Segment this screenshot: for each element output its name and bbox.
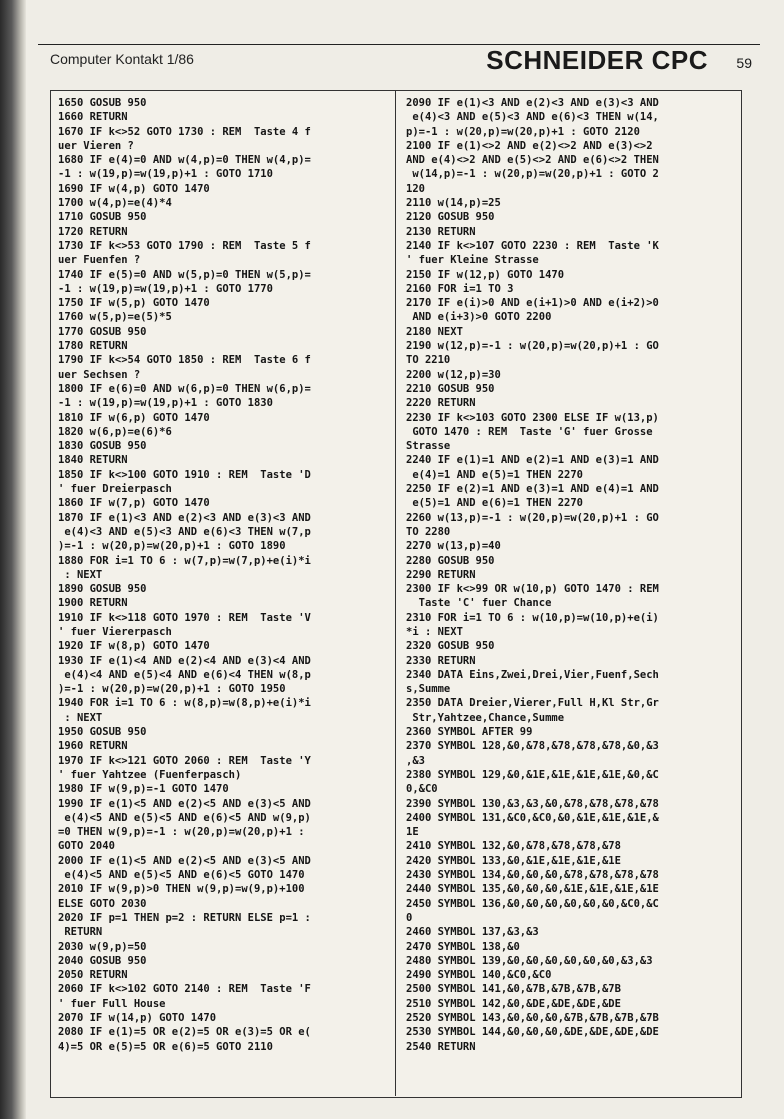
code-line: 2330 RETURN <box>406 654 476 667</box>
code-line: 2010 IF w(9,p)>0 THEN w(9,p)=w(9,p)+100 <box>58 883 305 896</box>
code-line: 2170 IF e(i)>0 AND e(i+1)>0 AND e(i+2)>0 <box>406 297 659 310</box>
code-line: 2500 SYMBOL 141,&0,&7B,&7B,&7B,&7B <box>406 983 621 996</box>
code-line: 1880 FOR i=1 TO 6 : w(7,p)=w(7,p)+e(i)*i <box>58 554 311 567</box>
code-line: 1800 IF e(6)=0 AND w(6,p)=0 THEN w(6,p)= <box>58 382 311 395</box>
code-line: 2270 w(13,p)=40 <box>406 540 501 553</box>
code-line: 1900 RETURN <box>58 597 128 610</box>
code-line: 2210 GOSUB 950 <box>406 382 495 395</box>
code-line: 2260 w(13,p)=-1 : w(20,p)=w(20,p)+1 : GO <box>406 511 659 524</box>
code-line: Strasse <box>406 440 451 453</box>
code-line: 2300 IF k<>99 OR w(10,p) GOTO 1470 : REM <box>406 583 659 596</box>
code-line: 2050 RETURN <box>58 969 128 982</box>
code-line: 2250 IF e(2)=1 AND e(3)=1 AND e(4)=1 AND <box>406 483 659 496</box>
code-line: e(5)=1 AND e(6)=1 THEN 2270 <box>406 497 584 510</box>
code-line: 2090 IF e(1)<3 AND e(2)<3 AND e(3)<3 AND <box>406 97 659 109</box>
code-line: 2440 SYMBOL 135,&0,&0,&0,&1E,&1E,&1E,&1E <box>406 883 659 896</box>
code-line: 1940 FOR i=1 TO 6 : w(8,p)=w(8,p)+e(i)*i <box>58 697 311 710</box>
code-line: 1860 IF w(7,p) GOTO 1470 <box>58 497 210 510</box>
code-line: 2520 SYMBOL 143,&0,&0,&0,&7B,&7B,&7B,&7B <box>406 1012 659 1024</box>
code-line: 2400 SYMBOL 131,&C0,&C0,&0,&1E,&1E,&1E,& <box>406 811 659 824</box>
code-line: 2160 FOR i=1 TO 3 <box>406 282 514 295</box>
code-line: 1680 IF e(4)=0 AND w(4,p)=0 THEN w(4,p)= <box>58 154 311 167</box>
code-line: 0 <box>406 911 413 924</box>
code-line: 1990 IF e(1)<5 AND e(2)<5 AND e(3)<5 AND <box>58 797 311 810</box>
code-line: e(4)<5 AND e(5)<5 AND e(6)<5 AND w(9,p) <box>58 811 311 824</box>
code-line: 2030 w(9,p)=50 <box>58 940 147 953</box>
code-line: 2060 IF k<>102 GOTO 2140 : REM Taste 'F <box>58 983 311 996</box>
code-line: 1E <box>406 826 419 839</box>
code-line: 1710 GOSUB 950 <box>58 211 147 224</box>
book-spine-shadow <box>0 0 26 1119</box>
code-line: 2070 IF w(14,p) GOTO 1470 <box>58 1012 217 1024</box>
code-line: 4)=5 OR e(5)=5 OR e(6)=5 GOTO 2110 <box>58 1040 273 1053</box>
code-line: 2540 RETURN <box>406 1040 476 1053</box>
code-line: 1980 IF w(9,p)=-1 GOTO 1470 <box>58 783 229 796</box>
code-line: 1660 RETURN <box>58 111 128 124</box>
code-line: 2140 IF k<>107 GOTO 2230 : REM Taste 'K <box>406 239 659 252</box>
code-line: 2310 FOR i=1 TO 6 : w(10,p)=w(10,p)+e(i) <box>406 611 659 624</box>
code-line: 2360 SYMBOL AFTER 99 <box>406 726 533 739</box>
code-line: 2100 IF e(1)<>2 AND e(2)<>2 AND e(3)<>2 <box>406 139 653 152</box>
listing-right-column <box>406 96 736 1054</box>
code-line: )=-1 : w(20,p)=w(20,p)+1 : GOTO 1890 <box>58 540 286 553</box>
code-line: 1890 GOSUB 950 <box>58 583 147 596</box>
code-line: 2450 SYMBOL 136,&0,&0,&0,&0,&0,&0,&C0,&C <box>406 897 659 910</box>
code-line: 1670 IF k<>52 GOTO 1730 : REM Taste 4 f <box>58 125 311 138</box>
code-line: 1970 IF k<>121 GOTO 2060 : REM Taste 'Y <box>58 754 311 767</box>
code-line: 1790 IF k<>54 GOTO 1850 : REM Taste 6 f <box>58 354 311 367</box>
code-line: GOTO 1470 : REM Taste 'G' fuer Grosse <box>406 425 653 438</box>
code-line: Taste 'C' fuer Chance <box>406 597 552 610</box>
code-line: 2370 SYMBOL 128,&0,&78,&78,&78,&78,&0,&3 <box>406 740 659 753</box>
code-line: ' fuer Dreierpasch <box>58 483 172 496</box>
code-line: 2340 DATA Eins,Zwei,Drei,Vier,Fuenf,Sech <box>406 668 659 681</box>
code-line: 2530 SYMBOL 144,&0,&0,&0,&DE,&DE,&DE,&DE <box>406 1026 659 1039</box>
magazine-issue: Computer Kontakt 1/86 <box>50 51 194 67</box>
code-line: 2320 GOSUB 950 <box>406 640 495 653</box>
code-line: 2130 RETURN <box>406 225 476 238</box>
code-line: 2280 GOSUB 950 <box>406 554 495 567</box>
code-line: ' fuer Full House <box>58 997 166 1010</box>
column-divider <box>395 90 396 1096</box>
code-line: ' fuer Viererpasch <box>58 625 172 638</box>
code-line: e(4)=1 AND e(5)=1 THEN 2270 <box>406 468 584 481</box>
code-line: p)=-1 : w(20,p)=w(20,p)+1 : GOTO 2120 <box>406 125 640 138</box>
code-line: 2020 IF p=1 THEN p=2 : RETURN ELSE p=1 : <box>58 911 311 924</box>
code-line: 2470 SYMBOL 138,&0 <box>406 940 520 953</box>
page-number: 59 <box>736 55 752 71</box>
code-line: -1 : w(19,p)=w(19,p)+1 : GOTO 1830 <box>58 397 273 410</box>
code-line: 1950 GOSUB 950 <box>58 726 147 739</box>
code-line: 2190 w(12,p)=-1 : w(20,p)=w(20,p)+1 : GO <box>406 340 659 353</box>
code-line: AND e(4)<>2 AND e(5)<>2 AND e(6)<>2 THEN <box>406 154 659 167</box>
code-line: -1 : w(19,p)=w(19,p)+1 : GOTO 1710 <box>58 168 273 181</box>
code-line: 2390 SYMBOL 130,&3,&3,&0,&78,&78,&78,&78 <box>406 797 659 810</box>
code-line: 2000 IF e(1)<5 AND e(2)<5 AND e(3)<5 AND <box>58 854 311 867</box>
code-line: 2480 SYMBOL 139,&0,&0,&0,&0,&0,&0,&3,&3 <box>406 954 653 967</box>
code-line: 2110 w(14,p)=25 <box>406 197 501 210</box>
code-line: -1 : w(19,p)=w(19,p)+1 : GOTO 1770 <box>58 282 273 295</box>
page-header <box>38 44 760 73</box>
code-line: 2410 SYMBOL 132,&0,&78,&78,&78,&78 <box>406 840 621 853</box>
code-line: 1850 IF k<>100 GOTO 1910 : REM Taste 'D <box>58 468 311 481</box>
code-line: 2120 GOSUB 950 <box>406 211 495 224</box>
code-line: 1690 IF w(4,p) GOTO 1470 <box>58 182 210 195</box>
code-line: ' fuer Kleine Strasse <box>406 254 539 267</box>
code-line: =0 THEN w(9,p)=-1 : w(20,p)=w(20,p)+1 : <box>58 826 305 839</box>
code-line: 2240 IF e(1)=1 AND e(2)=1 AND e(3)=1 AND <box>406 454 659 467</box>
code-line: ' fuer Yahtzee (Fuenferpasch) <box>58 768 242 781</box>
code-line: 2290 RETURN <box>406 568 476 581</box>
code-line: 2510 SYMBOL 142,&0,&DE,&DE,&DE,&DE <box>406 997 621 1010</box>
code-line: 1830 GOSUB 950 <box>58 440 147 453</box>
code-line: : NEXT <box>58 711 103 724</box>
code-line: 1740 IF e(5)=0 AND w(5,p)=0 THEN w(5,p)= <box>58 268 311 281</box>
code-line: )=-1 : w(20,p)=w(20,p)+1 : GOTO 1950 <box>58 683 286 696</box>
code-line: e(4)<3 AND e(5)<3 AND e(6)<3 THEN w(14, <box>406 111 659 124</box>
code-line: RETURN <box>58 926 103 939</box>
code-line: e(4)<3 AND e(5)<3 AND e(6)<3 THEN w(7,p <box>58 525 311 538</box>
code-line: 2430 SYMBOL 134,&0,&0,&0,&78,&78,&78,&78 <box>406 869 659 882</box>
section-title: SCHNEIDER CPC <box>486 45 708 75</box>
code-line: 1770 GOSUB 950 <box>58 325 147 338</box>
code-line: 1840 RETURN <box>58 454 128 467</box>
code-line: 2040 GOSUB 950 <box>58 954 147 967</box>
code-line: *i : NEXT <box>406 625 463 638</box>
code-line: 1820 w(6,p)=e(6)*6 <box>58 425 172 438</box>
code-line: 1960 RETURN <box>58 740 128 753</box>
code-line: 2460 SYMBOL 137,&3,&3 <box>406 926 539 939</box>
code-line: Str,Yahtzee,Chance,Summe <box>406 711 565 724</box>
code-line: 2220 RETURN <box>406 397 476 410</box>
code-line: w(14,p)=-1 : w(20,p)=w(20,p)+1 : GOTO 2 <box>406 168 659 181</box>
code-line: e(4)<5 AND e(5)<5 AND e(6)<5 GOTO 1470 <box>58 869 305 882</box>
code-line: : NEXT <box>58 568 103 581</box>
code-line: 1750 IF w(5,p) GOTO 1470 <box>58 297 210 310</box>
code-line: e(4)<4 AND e(5)<4 AND e(6)<4 THEN w(8,p <box>58 668 311 681</box>
code-line: 2230 IF k<>103 GOTO 2300 ELSE IF w(13,p) <box>406 411 659 424</box>
code-line: 120 <box>406 182 425 195</box>
code-line: 2420 SYMBOL 133,&0,&1E,&1E,&1E,&1E <box>406 854 621 867</box>
code-line: 0,&C0 <box>406 783 438 796</box>
code-line: 1650 GOSUB 950 <box>58 97 147 109</box>
code-line: s,Summe <box>406 683 451 696</box>
code-line: 1760 w(5,p)=e(5)*5 <box>58 311 172 324</box>
code-line: uer Sechsen ? <box>58 368 141 381</box>
code-line: GOTO 2040 <box>58 840 115 853</box>
code-line: AND e(i+3)>0 GOTO 2200 <box>406 311 552 324</box>
code-line: 1720 RETURN <box>58 225 128 238</box>
code-line: 2080 IF e(1)=5 OR e(2)=5 OR e(3)=5 OR e( <box>58 1026 311 1039</box>
code-line: 2490 SYMBOL 140,&C0,&C0 <box>406 969 552 982</box>
code-line: 1930 IF e(1)<4 AND e(2)<4 AND e(3)<4 AND <box>58 654 311 667</box>
code-line: 1810 IF w(6,p) GOTO 1470 <box>58 411 210 424</box>
code-line: 2350 DATA Dreier,Vierer,Full H,Kl Str,Gr <box>406 697 659 710</box>
code-line: 1920 IF w(8,p) GOTO 1470 <box>58 640 210 653</box>
code-line: uer Vieren ? <box>58 139 134 152</box>
code-line: TO 2280 <box>406 525 451 538</box>
code-line: TO 2210 <box>406 354 451 367</box>
code-line: ,&3 <box>406 754 425 767</box>
code-line: 1870 IF e(1)<3 AND e(2)<3 AND e(3)<3 AND <box>58 511 311 524</box>
code-line: 2200 w(12,p)=30 <box>406 368 501 381</box>
code-line: 1910 IF k<>118 GOTO 1970 : REM Taste 'V <box>58 611 311 624</box>
code-line: 1730 IF k<>53 GOTO 1790 : REM Taste 5 f <box>58 239 311 252</box>
code-line: uer Fuenfen ? <box>58 254 141 267</box>
code-line: 2150 IF w(12,p) GOTO 1470 <box>406 268 565 281</box>
code-line: 1780 RETURN <box>58 340 128 353</box>
code-line: ELSE GOTO 2030 <box>58 897 147 910</box>
listing-left-column <box>58 96 388 1054</box>
code-line: 1700 w(4,p)=e(4)*4 <box>58 197 172 210</box>
code-line: 2180 NEXT <box>406 325 463 338</box>
code-line: 2380 SYMBOL 129,&0,&1E,&1E,&1E,&1E,&0,&C <box>406 768 659 781</box>
